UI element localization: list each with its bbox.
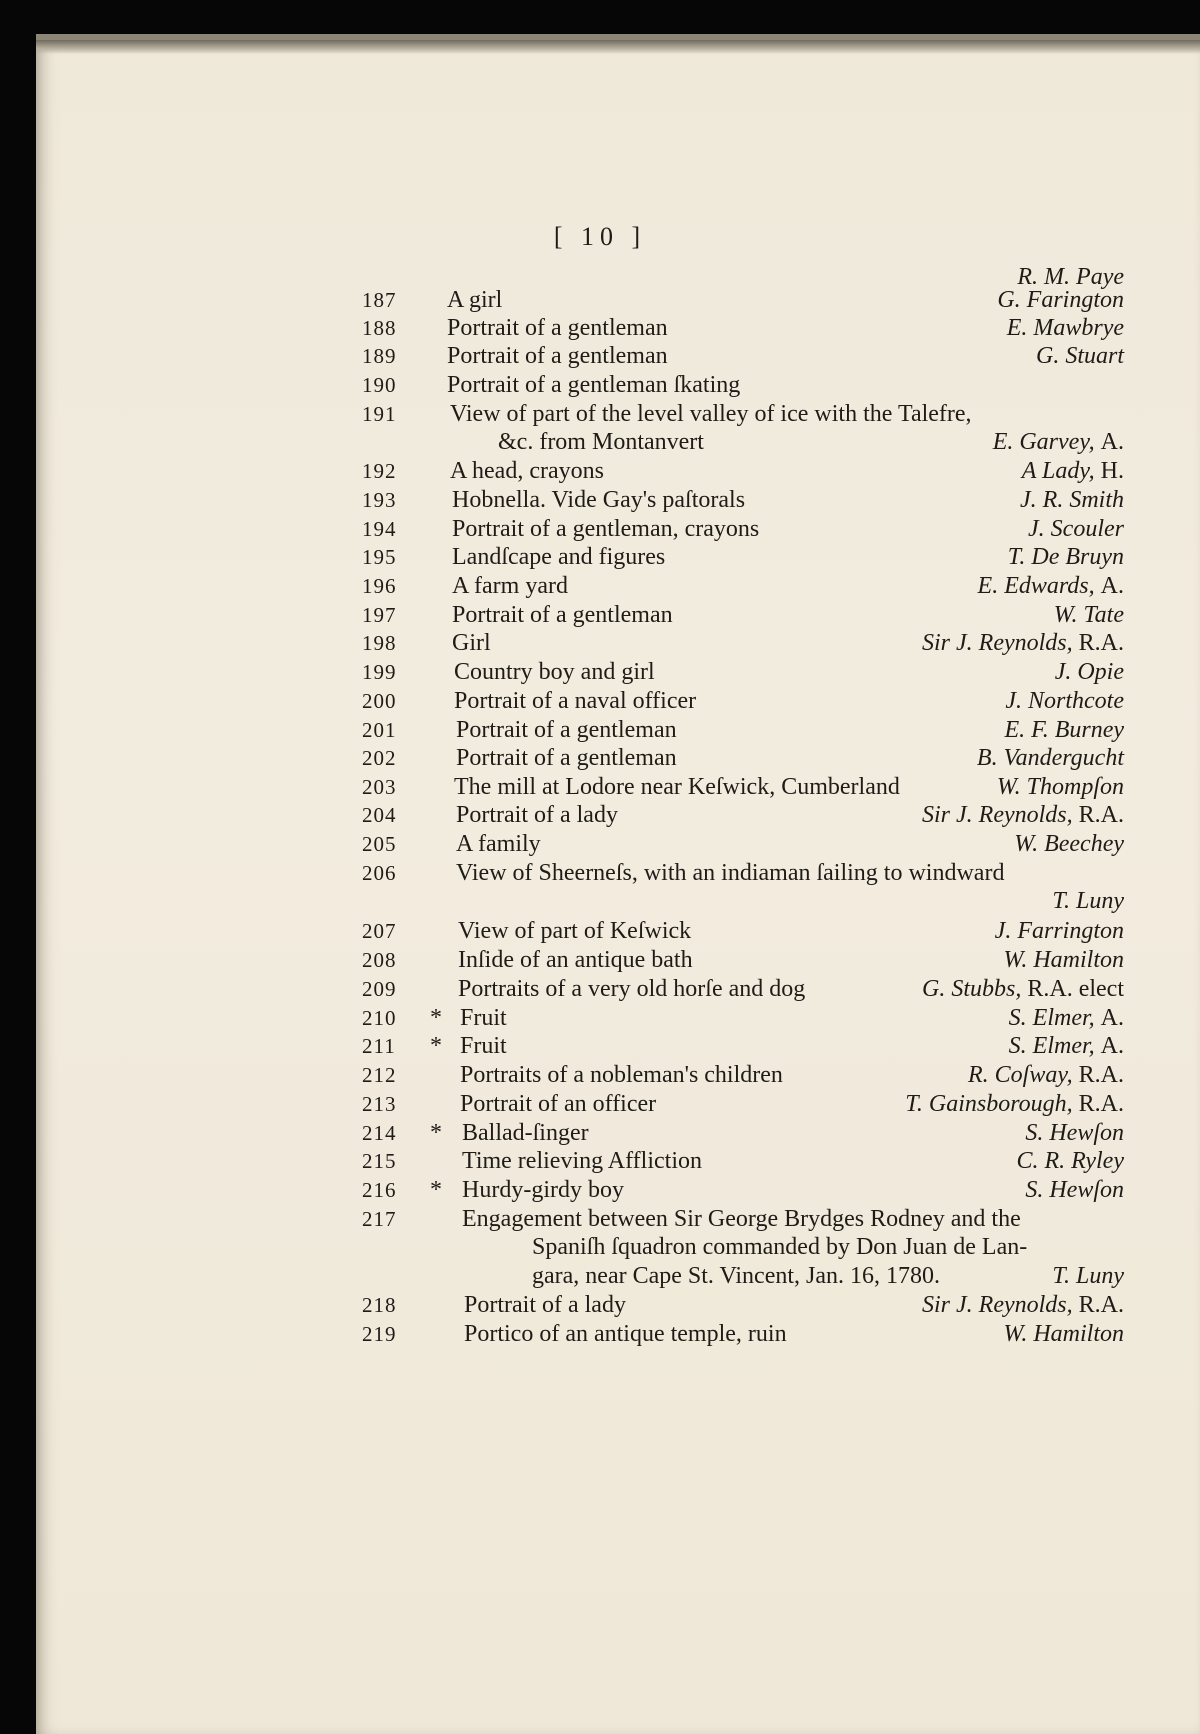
artist-label: J. Northcote (1005, 688, 1124, 714)
catalogue-entry (0, 1320, 1200, 1348)
entry-number: 192 (362, 459, 397, 483)
entry-title: Portrait of a gentleman (452, 602, 673, 628)
entry-title: Portico of an antique temple, ruin (464, 1321, 787, 1347)
artist-name (1014, 830, 1124, 858)
artist-label: T. De Bruyn (1007, 544, 1124, 570)
artist-label: J. Opie (1054, 659, 1124, 685)
entry-title: Engagement between Sir George Brydges Rodney and the (462, 1206, 1021, 1232)
entry-number: 187 (362, 288, 397, 312)
entry-number: 212 (362, 1063, 397, 1087)
artist-label: A Lady, (1021, 458, 1095, 484)
artist-label: W. Hamilton (1003, 1321, 1124, 1347)
artist-label: W. Beechey (1014, 831, 1124, 857)
artist-label: Sir J. Reynolds, (922, 630, 1073, 656)
artist-label: T. Luny (1052, 888, 1124, 914)
artist-name (922, 629, 1124, 657)
artist-name (1022, 457, 1124, 485)
entry-title: Ballad-ſinger (462, 1120, 589, 1146)
artist-name (977, 744, 1124, 772)
entry-number: 209 (362, 977, 397, 1001)
artist-label: G. Farington (997, 287, 1124, 313)
artist-name (1052, 1262, 1124, 1290)
entry-title: Portraits of a very old horſe and dog (458, 976, 806, 1002)
entry-number: 218 (362, 1293, 397, 1317)
catalogue-entry (0, 658, 1200, 686)
artist-label: G. Stubbs, (922, 976, 1022, 1002)
entry-number: 207 (362, 919, 397, 943)
catalogue-entry (0, 1004, 1200, 1032)
new-exhibitor-asterisk: * (430, 1005, 442, 1031)
artist-name (993, 428, 1124, 456)
entry-title: A girl (447, 287, 503, 313)
artist-label: R. Coſway, (967, 1062, 1073, 1088)
artist-label: G. Stuart (1035, 343, 1124, 369)
catalogue-entry (0, 601, 1200, 629)
artist-label: Sir J. Reynolds, (922, 1292, 1073, 1318)
entry-title: The mill at Lodore near Keſwick, Cumberland (454, 774, 900, 800)
artist-name (922, 975, 1124, 1003)
entry-number: 204 (362, 803, 397, 827)
artist-name (1016, 1147, 1124, 1175)
catalogue-entry (0, 286, 1200, 314)
catalogue-entry (0, 486, 1200, 514)
catalogue-entry (0, 543, 1200, 571)
artist-label: E. Garvey, (992, 429, 1095, 455)
artist-label: E. Mawbrye (1006, 315, 1124, 341)
entry-title: Portraits of a nobleman's children (460, 1062, 783, 1088)
artist-name (1009, 1004, 1124, 1032)
entry-number: 190 (362, 373, 397, 397)
new-exhibitor-asterisk: * (430, 1033, 442, 1059)
artist-name (978, 572, 1124, 600)
academy-designation: R.A. (1078, 802, 1124, 828)
entry-title: A head, crayons (450, 458, 604, 484)
academy-designation: A. (1100, 1033, 1124, 1059)
page-number: [ 10 ] (553, 222, 647, 251)
catalogue-entry (0, 1119, 1200, 1147)
catalogue-entry (0, 629, 1200, 657)
entry-title: Portrait of a gentleman (447, 343, 668, 369)
entry-title: A farm yard (452, 573, 568, 599)
academy-designation: A. (1100, 429, 1124, 455)
entry-number: 194 (362, 517, 397, 541)
catalogue-entry (0, 342, 1200, 370)
academy-designation: A. (1100, 573, 1124, 599)
entry-number: 189 (362, 344, 397, 368)
academy-designation: R.A. (1078, 1292, 1124, 1318)
artist-label: C. R. Ryley (1016, 1148, 1124, 1174)
academy-designation: A. (1100, 1005, 1124, 1031)
catalogue-entry (0, 744, 1200, 772)
academy-designation: R.A. elect (1027, 976, 1124, 1002)
entry-title: Spaniſh ſquadron commanded by Don Juan de Lan- (532, 1234, 1028, 1260)
artist-name (997, 773, 1124, 801)
artist-name (1007, 314, 1124, 342)
entry-title: Portrait of an officer (460, 1091, 657, 1117)
artist-label: Sir J. Reynolds, (922, 802, 1073, 828)
entry-title: Time relieving Affliction (462, 1148, 702, 1174)
entry-number: 205 (362, 832, 397, 856)
artist-name (1005, 687, 1124, 715)
new-exhibitor-asterisk: * (430, 1120, 442, 1146)
entry-number: 217 (362, 1207, 397, 1231)
entry-title: A family (456, 831, 541, 857)
catalogue-entry (0, 1090, 1200, 1118)
entry-title: Fruit (460, 1033, 507, 1059)
entry-title: Hurdy-girdy boy (462, 1177, 624, 1203)
catalogue-entry (0, 1176, 1200, 1204)
catalogue-entry (0, 1233, 1200, 1261)
artist-name (1004, 716, 1124, 744)
artist-name (1052, 887, 1124, 915)
entry-title: Inſide of an antique bath (458, 947, 693, 973)
academy-designation: H. (1100, 458, 1124, 484)
entry-number: 211 (362, 1034, 396, 1058)
catalogue-entry (0, 457, 1200, 485)
academy-designation: R.A. (1078, 630, 1124, 656)
entry-number: 200 (362, 689, 397, 713)
entry-number: 193 (362, 488, 397, 512)
artist-name (922, 801, 1124, 829)
catalogue-entry (0, 428, 1200, 456)
artist-label: W. Tate (1053, 602, 1124, 628)
artist-name (1028, 515, 1124, 543)
catalogue-entry (0, 1205, 1200, 1233)
entry-number: 219 (362, 1322, 397, 1346)
catalogue-entry (0, 887, 1200, 915)
artist-label: J. Farrington (994, 918, 1124, 944)
entry-title: Portrait of a gentleman (456, 745, 677, 771)
entry-title: Portrait of a lady (456, 802, 618, 828)
entry-number: 210 (362, 1006, 397, 1030)
artist-name (1025, 1176, 1124, 1204)
entry-number: 214 (362, 1121, 397, 1145)
entry-title: Portrait of a gentleman, crayons (452, 516, 760, 542)
entry-number: 197 (362, 603, 397, 627)
artist-label: S. Elmer, (1008, 1005, 1095, 1031)
entry-title: Portrait of a naval officer (454, 688, 697, 714)
entry-number: 196 (362, 574, 397, 598)
catalogue-entry (0, 917, 1200, 945)
artist-label: J. R. Smith (1020, 487, 1124, 513)
artist-name (1004, 946, 1124, 974)
catalogue-entry (0, 1061, 1200, 1089)
artist-label: T. Luny (1052, 1263, 1124, 1289)
entry-number: 191 (362, 402, 397, 426)
entry-title: Country boy and girl (454, 659, 655, 685)
catalogue-entry (0, 1032, 1200, 1060)
catalogue-entry (0, 859, 1200, 887)
artist-label: S. Hewſon (1025, 1177, 1124, 1203)
catalogue-entry (0, 946, 1200, 974)
artist-label: E. F. Burney (1004, 717, 1124, 743)
entry-number: 188 (362, 316, 397, 340)
entry-title: Portrait of a gentleman (456, 717, 677, 743)
entry-number: 213 (362, 1092, 397, 1116)
entry-title: Landſcape and figures (452, 544, 666, 570)
artist-name (995, 917, 1124, 945)
artist-name (1054, 601, 1124, 629)
catalogue-entry (0, 572, 1200, 600)
entry-number: 202 (362, 746, 397, 770)
artist-label: S. Hewſon (1025, 1120, 1124, 1146)
entry-number: 201 (362, 718, 397, 742)
artist-name (968, 1061, 1124, 1089)
entry-number: 203 (362, 775, 397, 799)
new-exhibitor-asterisk: * (430, 1177, 442, 1203)
catalogue-entry (0, 687, 1200, 715)
entry-title: Girl (452, 630, 491, 656)
artist-label: S. Elmer, (1008, 1033, 1095, 1059)
catalogue-entry (0, 716, 1200, 744)
artist-name (1025, 1119, 1124, 1147)
entry-title: Portrait of a gentleman (447, 315, 668, 341)
entry-title: View of part of Keſwick (458, 918, 692, 944)
entry-title: Fruit (460, 1005, 507, 1031)
catalogue-entry (0, 314, 1200, 342)
catalogue-entry (0, 773, 1200, 801)
entry-title: View of Sheerneſs, with an indiaman ſailing to windward (456, 860, 1005, 886)
entry-title: Portrait of a gentleman ſkating (447, 372, 741, 398)
artist-label: W. Hamilton (1003, 947, 1124, 973)
entry-number: 206 (362, 861, 397, 885)
academy-designation: R.A. (1078, 1062, 1124, 1088)
artist-label: W. Thompſon (996, 774, 1124, 800)
catalogue-entry (0, 1147, 1200, 1175)
artist-label: E. Edwards, (977, 573, 1095, 599)
entry-title: &c. from Montanvert (498, 429, 704, 455)
artist-name (1036, 342, 1124, 370)
artist-name (1009, 1032, 1124, 1060)
artist-label: B. Vandergucht (976, 745, 1124, 771)
artist-name (922, 1291, 1124, 1319)
entry-number: 216 (362, 1178, 397, 1202)
catalogue-entry (0, 1262, 1200, 1290)
entry-number: 199 (362, 660, 397, 684)
entry-number: 198 (362, 631, 397, 655)
catalogue-entry (0, 400, 1200, 428)
entry-title: Hobnella. Vide Gay's paſtorals (452, 487, 746, 513)
artist-name: R. M. Paye (1017, 264, 1124, 290)
artist-label: J. Scouler (1028, 516, 1124, 542)
entry-title: View of part of the level valley of ice with the Talefre, (450, 401, 972, 427)
catalogue-entry (0, 975, 1200, 1003)
entry-number: 215 (362, 1149, 397, 1173)
catalogue-entry (0, 801, 1200, 829)
entry-number: 195 (362, 545, 397, 569)
artist-name (1004, 1320, 1124, 1348)
artist-name (1008, 543, 1124, 571)
artist-name (997, 286, 1124, 314)
catalogue-entry (0, 830, 1200, 858)
catalogue-entry (0, 371, 1200, 399)
academy-designation: R.A. (1078, 1091, 1124, 1117)
entry-title: gara, near Cape St. Vincent, Jan. 16, 1780. (532, 1263, 941, 1289)
entry-title: Portrait of a lady (464, 1292, 626, 1318)
artist-name (905, 1090, 1124, 1118)
artist-label: T. Gainsborough, (905, 1091, 1073, 1117)
catalogue-entry (0, 515, 1200, 543)
entry-number: 208 (362, 948, 397, 972)
catalogue-entry (0, 1291, 1200, 1319)
artist-name (1055, 658, 1124, 686)
artist-name (1020, 486, 1124, 514)
